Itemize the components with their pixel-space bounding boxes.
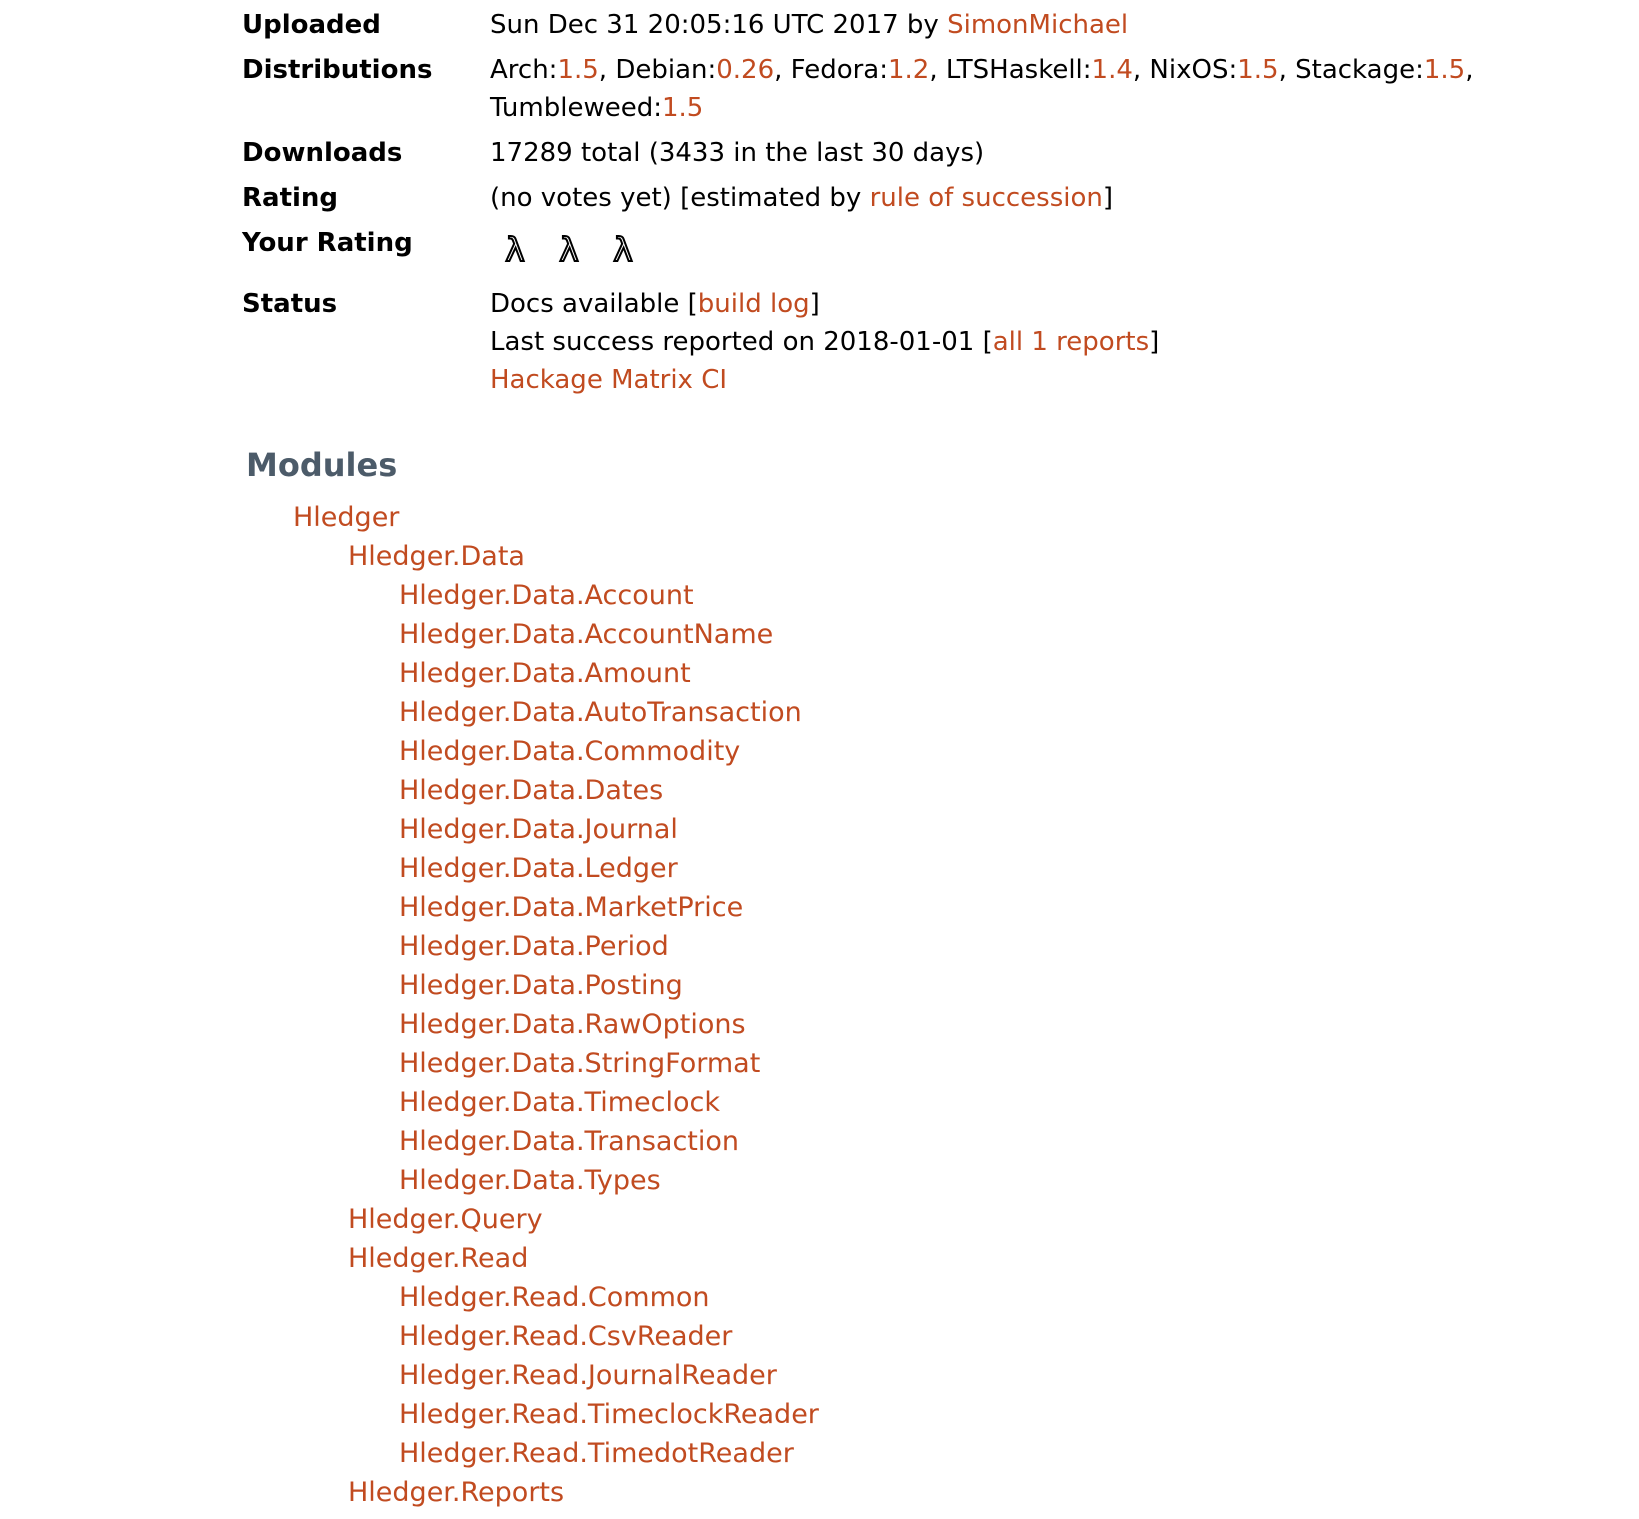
- property-row-status: [242, 285, 1599, 399]
- property-value-your-rating: [490, 224, 635, 268]
- link-hackage-matrix-ci[interactable]: Hackage Matrix CI: [490, 365, 728, 395]
- property-label-status: Status: [242, 289, 338, 319]
- module-item: [242, 654, 1599, 693]
- property-label-rating: Rating: [242, 183, 339, 213]
- module-item: [242, 810, 1599, 849]
- link-1-2[interactable]: 1.2: [888, 55, 930, 85]
- link-1-4[interactable]: 1.4: [1091, 55, 1133, 85]
- property-label-downloads: Downloads: [242, 138, 403, 168]
- property-value-uploaded: [490, 6, 1128, 44]
- link-all-1-reports[interactable]: all 1 reports: [992, 327, 1150, 357]
- module-link-hledger-data-transaction[interactable]: Hledger.Data.Transaction: [399, 1126, 740, 1157]
- module-item: [242, 1161, 1599, 1200]
- value-line: [490, 179, 1113, 217]
- module-link-hledger[interactable]: Hledger: [293, 502, 400, 533]
- text-segment: Arch:: [490, 55, 558, 85]
- module-link-hledger-read[interactable]: Hledger.Read: [348, 1243, 529, 1274]
- link-1-5[interactable]: 1.5: [661, 93, 704, 123]
- property-value-status: [490, 285, 1159, 399]
- module-item: [242, 576, 1599, 615]
- link-simonmichael[interactable]: SimonMichael: [947, 10, 1129, 40]
- link-1-5[interactable]: 1.5: [557, 55, 599, 85]
- module-link-hledger-read-csvreader[interactable]: Hledger.Read.CsvReader: [399, 1321, 733, 1352]
- module-link-hledger-data-rawoptions[interactable]: Hledger.Data.RawOptions: [399, 1009, 746, 1040]
- module-link-hledger-data-posting[interactable]: Hledger.Data.Posting: [399, 970, 683, 1001]
- module-item: [242, 927, 1599, 966]
- module-link-hledger-data-accountname[interactable]: Hledger.Data.AccountName: [399, 619, 774, 650]
- module-item: [242, 1434, 1599, 1473]
- svg-text:λ: λ: [505, 230, 525, 268]
- module-item: [242, 771, 1599, 810]
- text-segment: ]: [1102, 183, 1114, 213]
- lambda-rating-icon[interactable]: [557, 230, 581, 268]
- lambda-rating-icon[interactable]: [503, 230, 527, 268]
- module-item: [242, 1005, 1599, 1044]
- value-line: [490, 89, 1473, 127]
- module-link-hledger-data-timeclock[interactable]: Hledger.Data.Timeclock: [399, 1087, 720, 1118]
- module-item: [242, 1395, 1599, 1434]
- property-row-downloads: [242, 134, 1599, 172]
- text-segment: 17289 total (3433 in the last 30 days): [490, 138, 985, 168]
- module-link-hledger-read-timeclockreader[interactable]: Hledger.Read.TimeclockReader: [399, 1399, 819, 1430]
- module-list: [242, 498, 1599, 1512]
- value-line: [490, 6, 1128, 44]
- module-item: [242, 1473, 1599, 1512]
- property-row-distributions: [242, 51, 1599, 127]
- text-segment: Docs available [: [490, 289, 698, 319]
- property-row-rating: [242, 179, 1599, 217]
- module-link-hledger-data-marketprice[interactable]: Hledger.Data.MarketPrice: [399, 892, 744, 923]
- link-build-log[interactable]: build log: [697, 289, 810, 319]
- text-segment: ]: [1149, 327, 1160, 357]
- module-item: [242, 849, 1599, 888]
- module-item: [242, 498, 1599, 537]
- module-link-hledger-data-period[interactable]: Hledger.Data.Period: [399, 931, 669, 962]
- property-row-your-rating: [242, 224, 1599, 268]
- module-link-hledger-data-dates[interactable]: Hledger.Data.Dates: [399, 775, 664, 806]
- link-1-5[interactable]: 1.5: [1423, 55, 1466, 85]
- module-link-hledger-read-timedotreader[interactable]: Hledger.Read.TimedotReader: [399, 1438, 794, 1469]
- property-value-distributions: [490, 51, 1473, 127]
- text-segment: , Debian:: [598, 55, 717, 85]
- property-value-downloads: [490, 134, 984, 172]
- text-segment: , Stackage:: [1278, 55, 1424, 85]
- module-link-hledger-data-commodity[interactable]: Hledger.Data.Commodity: [399, 736, 741, 767]
- text-segment: Last success reported on 2018-01-01 [: [490, 327, 993, 357]
- svg-text:λ: λ: [559, 230, 579, 268]
- property-label-uploaded: Uploaded: [242, 10, 381, 40]
- module-item: [242, 693, 1599, 732]
- text-segment: ,: [1465, 55, 1474, 85]
- value-line: [490, 134, 984, 172]
- value-line: [490, 285, 1159, 323]
- modules-heading: Modules: [246, 446, 398, 484]
- text-segment: Sun Dec 31 20:05:16 UTC 2017 by: [490, 10, 948, 40]
- module-item: [242, 1239, 1599, 1278]
- value-line: [490, 361, 1159, 399]
- module-item: [242, 1278, 1599, 1317]
- module-link-hledger-query[interactable]: Hledger.Query: [348, 1204, 543, 1235]
- module-item: [242, 1044, 1599, 1083]
- module-link-hledger-data-journal[interactable]: Hledger.Data.Journal: [399, 814, 678, 845]
- text-segment: (no votes yet) [estimated by: [490, 183, 870, 213]
- module-link-hledger-data-amount[interactable]: Hledger.Data.Amount: [399, 658, 691, 689]
- module-link-hledger-data-ledger[interactable]: Hledger.Data.Ledger: [399, 853, 678, 884]
- property-value-rating: [490, 179, 1113, 217]
- module-item: [242, 537, 1599, 576]
- value-line: [490, 323, 1159, 361]
- text-segment: , NixOS:: [1132, 55, 1238, 85]
- lambda-rating-icon[interactable]: [611, 230, 635, 268]
- module-item: [242, 966, 1599, 1005]
- module-item: [242, 1356, 1599, 1395]
- property-label-distributions: Distributions: [242, 55, 433, 85]
- link-1-5[interactable]: 1.5: [1237, 55, 1279, 85]
- module-item: [242, 1122, 1599, 1161]
- module-item: [242, 1083, 1599, 1122]
- text-segment: , LTSHaskell:: [929, 55, 1092, 85]
- module-link-hledger-data-stringformat[interactable]: Hledger.Data.StringFormat: [399, 1048, 761, 1079]
- module-link-hledger-read-journalreader[interactable]: Hledger.Read.JournalReader: [399, 1360, 777, 1391]
- svg-text:λ: λ: [613, 230, 633, 268]
- link-0-26[interactable]: 0.26: [716, 55, 775, 85]
- module-link-hledger-read-common[interactable]: Hledger.Read.Common: [399, 1282, 710, 1313]
- module-item: [242, 1317, 1599, 1356]
- module-link-hledger-data-autotransaction[interactable]: Hledger.Data.AutoTransaction: [399, 697, 802, 728]
- module-item: [242, 1200, 1599, 1239]
- module-link-hledger-reports[interactable]: Hledger.Reports: [348, 1477, 565, 1508]
- property-label-your-rating: Your Rating: [242, 228, 413, 258]
- text-segment: Tumbleweed:: [490, 93, 662, 123]
- module-item: [242, 615, 1599, 654]
- module-item: [242, 732, 1599, 771]
- text-segment: , Fedora:: [774, 55, 888, 85]
- link-rule-of-succession[interactable]: rule of succession: [869, 183, 1103, 213]
- property-row-uploaded: [242, 6, 1599, 44]
- module-link-hledger-data-account[interactable]: Hledger.Data.Account: [399, 580, 694, 611]
- module-item: [242, 888, 1599, 927]
- module-link-hledger-data[interactable]: Hledger.Data: [348, 541, 525, 572]
- module-link-hledger-data-types[interactable]: Hledger.Data.Types: [399, 1165, 661, 1196]
- package-properties: [242, 6, 1599, 399]
- text-segment: ]: [809, 289, 820, 319]
- value-line: [490, 51, 1473, 89]
